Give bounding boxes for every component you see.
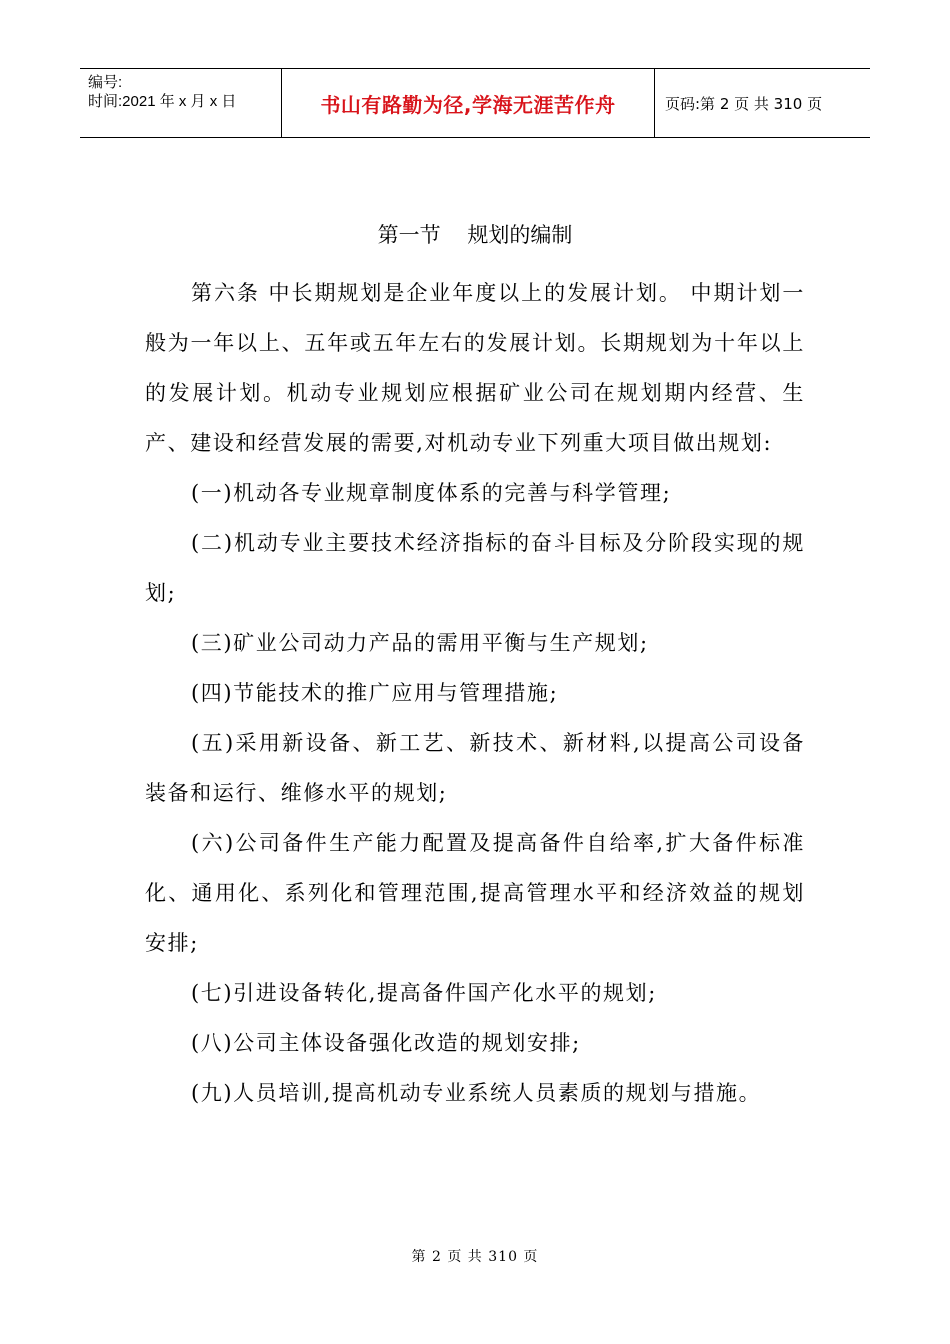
header-motto: 书山有路勤为径,学海无涯苦作舟: [282, 69, 655, 137]
section-title: [0, 220, 950, 250]
section-name: 规划的编制: [467, 223, 573, 247]
document-body: [145, 268, 805, 1118]
list-item: (二)机动专业主要技术经济指标的奋斗目标及分阶段实现的规划;: [145, 531, 805, 605]
document-time: 时间:2021 年 x 月 x 日: [88, 93, 237, 110]
paragraph-article-6: 第六条 中长期规划是企业年度以上的发展计划。 中期计划一般为一年以上、五年或五年左右的发展计划。长期规划为十年以上的发展计划。机动专业规划应根据矿业公司在规划期内经营、生产、建设和经营发展的需要,对机动专业下列重大项目做出规划:: [145, 281, 805, 455]
list-item: (七)引进设备转化,提高备件国产化水平的规划;: [191, 981, 657, 1005]
list-item: (三)矿业公司动力产品的需用平衡与生产规划;: [191, 631, 649, 655]
list-item: (六)公司备件生产能力配置及提高备件自给率,扩大备件标准化、通用化、系列化和管理范围,提高管理水平和经济效益的规划安排;: [145, 831, 805, 955]
list-item: (九)人员培训,提高机动专业系统人员素质的规划与措施。: [191, 1081, 762, 1105]
header-page-info: 页码:第 2 页 共 310 页: [665, 94, 823, 113]
document-number-label: 编号:: [88, 74, 123, 91]
list-item: (八)公司主体设备强化改造的规划安排;: [191, 1031, 581, 1055]
list-item: (五)采用新设备、新工艺、新技术、新材料,以提高公司设备装备和运行、维修水平的规划;: [145, 731, 805, 805]
section-number: 第一节: [377, 223, 441, 247]
list-item: (一)机动各专业规章制度体系的完善与科学管理;: [191, 481, 672, 505]
header-meta-cell: [80, 69, 282, 137]
page-footer: 第 2 页 共 310 页: [411, 1249, 539, 1265]
list-item: (四)节能技术的推广应用与管理措施;: [191, 681, 559, 705]
header-table: [80, 68, 870, 138]
